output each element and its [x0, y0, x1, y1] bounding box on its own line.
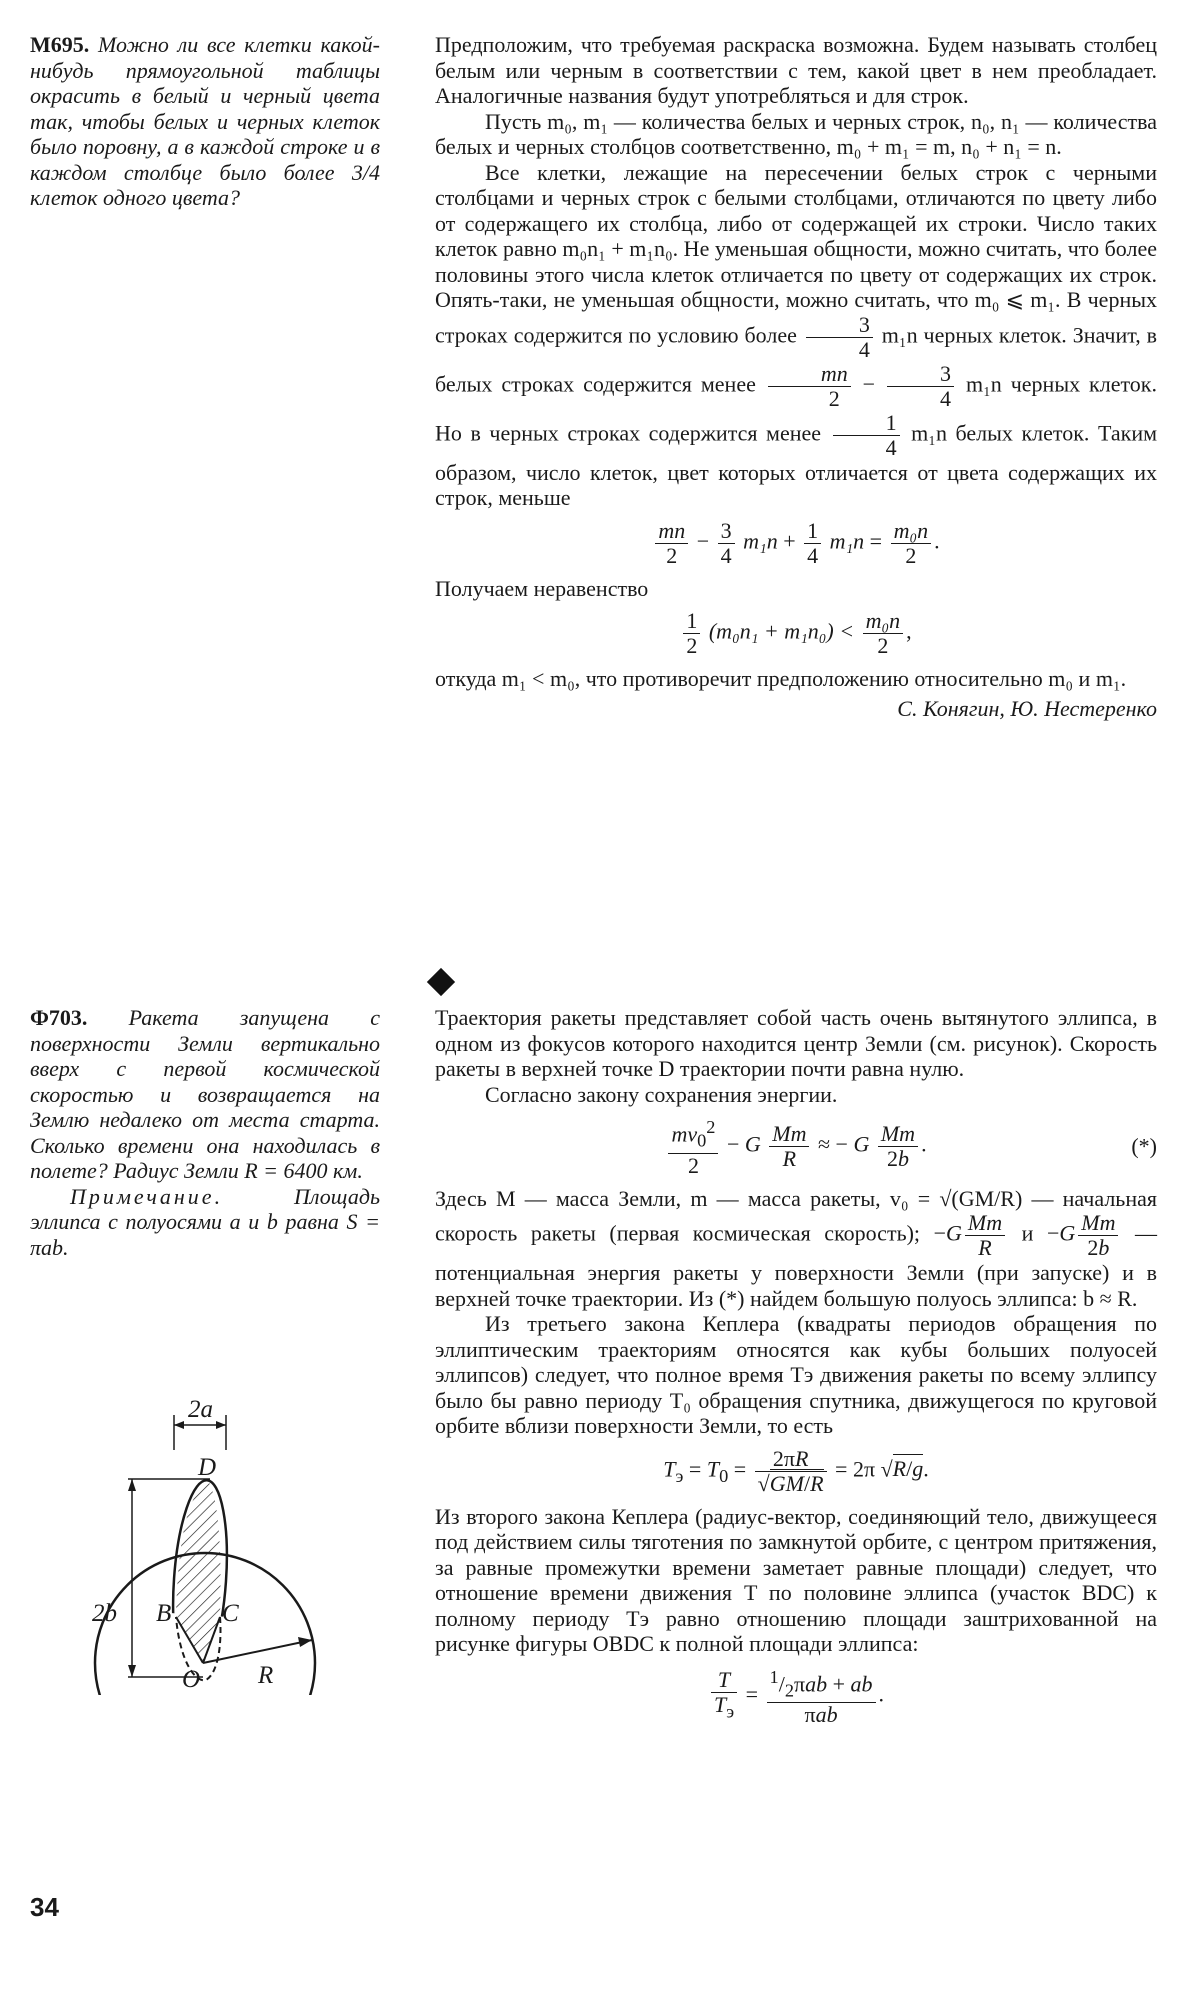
problem-f703-text: Ракета запущена с поверхности Земли вертикально вверх с первой космической скоростью и возвращается на Землю недалеко от места старта. Сколько времени она находилась в полете? Радиус Земли R = 6400 км. — [30, 1005, 381, 1183]
solution-m695-p3c: m₁n черных клеток. Но в черных строках содержится менее — [435, 371, 1157, 446]
equation-period: $T_э = T_0$ = $\frac{2\pi R}{√GM/R}$ = 2π √R/g. — [663, 1445, 929, 1496]
frac-1-4: $\frac{1}{4}$ — [833, 411, 900, 460]
solution-f703-p4: Из третьего закона Кеплера (квадраты периодов обращения по эллиптическим траекториям относятся как кубы больших полуосей эллипсов) следует, что полное время Tэ движения ракеты по всему эллипсу было бы равно периоду T₀ обращения спутника, движущегося по круговой орбите вблизи поверхности Земли, то есть — [435, 1311, 1157, 1439]
solution-m695-p3a: Все клетки, лежащие на пересечении белых строк с черными столбцами и черных строк с белыми столбцами, отличаются по цвету либо от содержащего их столбца, либо от содержащей их строки. Число таких клеток равно m₀n₁ + m₁n₀. Не уменьшая общности, можно считать, что более половины этого числа клеток отличается по цвету от содержащих их строк. Опять-таки, не уменьшая общности, можно считать, что m₀ ⩽ m₁. В черных строках содержится по условию более — [435, 159, 1158, 348]
solution-f703-p2: Согласно закону сохранения энергии. — [485, 1081, 838, 1107]
solution-m695-p3b: m₁n черных клеток. Значит, в белых строках содержится менее — [435, 322, 1158, 397]
equation-ratio: $\frac{T}{T_э}$ = $\frac{^1/_2\pi ab + ab}{\text{πab}}$ . — [435, 1665, 1157, 1728]
equation-2: $\frac{1}{2}$ (m₀n₁ + m₁n₀) < $\frac{\text{m₀n}}{2}$ , — [435, 609, 1157, 658]
problem-m695 — [30, 32, 380, 211]
solution-f703-p5: Из второго закона Кеплера (радиус-вектор, соединяющий тело, движущееся под действием силы тяготения по замкнутой орбите, с центром притяжения, за равные промежутки времени заметает равные площади) следует, что отношение времени движения T по половине эллипса (участок BDC) к полному периоду Tэ равно отношению площади заштрихованной на рисунке фигуры OBDC к полной площади эллипса: — [435, 1503, 1157, 1657]
solution-m695 — [435, 32, 1157, 721]
solution-m695-p4: Получаем неравенство — [435, 575, 649, 601]
problem-f703-label: Ф703. — [30, 1005, 88, 1030]
ellipse-figure — [60, 1395, 330, 1695]
problem-m695-text: Можно ли все клетки какой-нибудь прямоугольной таблицы окрасить в белый и черный цвета так, чтобы белых и черных клеток было поровну, а в каждой строке и в каждом столбце было более 3/4 клеток одного цвета? — [30, 32, 380, 210]
problem-f703-note: Примечание. Площадь эллипса с полуосями a и b равна S = πab. — [30, 1183, 380, 1260]
solution-m695-p5: откуда m₁ < m₀, что противоречит предположению относительно m₀ и m₁. — [435, 666, 1127, 691]
frac-3-4-b: $\frac{3}{4}$ — [887, 362, 954, 411]
label-B: B — [156, 1600, 172, 1627]
solution-f703-p3b: — потенциальная энергия ракеты у поверхности Земли (при запуске) и в верхней точке траектории. Из (*) найдем большую полуось эллипса: b ≈ R. — [435, 1220, 1158, 1311]
solution-f703 — [435, 1005, 1157, 1735]
label-2b: 2b — [92, 1600, 117, 1627]
solution-f703-p3a: Здесь M — масса Земли, m — масса ракеты, v₀ = √(GM/R) — начальная скорость ракеты (первая космическая скорость); — [435, 1185, 1157, 1246]
signature: С. Конягин, Ю. Нестеренко — [897, 695, 1157, 721]
problem-m695-label: М695. — [30, 32, 90, 57]
solution-m695-p3: Все клетки, лежащие на пересечении белых строк с черными столбцами и черных строк с белыми столбцами, отличаются по цвету либо от содержащего их столбца, либо от содержащей их строки. Число таких клеток равно m₀n₁ + m₁n₀. Не уменьшая общности, можно считать, что более половины этого числа клеток отличается по цвету от содержащих их строк. Опять-таки, не уменьшая общности, можно считать, что m₀ ⩽ m₁. В черных строках содержится по условию более $\frac{3}{4}$ m₁n черных клеток. Значит, в белых строках содержится менее $\frac{mn}{2}$ − $\frac{3}{4}$ m₁n черных клеток. Но в черных строках содержится менее $\frac{1}{4}$ m₁n белых клеток. Таким образом, число клеток, цвет которых отличается от цвета содержащих их строк, меньше — [435, 159, 1158, 510]
section-diamond-icon — [427, 968, 455, 996]
equation-star: $\frac{mv_0^2}{2}$ − G $\frac{Mm}{R}$ ≈ − G $\frac{Mm}{2b}$ . (*) — [435, 1115, 1157, 1178]
label-C: C — [222, 1600, 239, 1627]
frac-3-4-a: $\frac{3}{4}$ — [806, 313, 873, 362]
problem-f703 — [30, 1005, 380, 1260]
label-R: R — [258, 1662, 274, 1689]
page-number: 34 — [30, 1892, 59, 1922]
equation-1: $\frac{mn}{2}$ − $\frac{3}{4}$ m₁n + $\frac{1}{4}$ m₁n = $\frac{\text{m₀n}}{2}$ . — [435, 519, 1157, 568]
label-D: D — [198, 1454, 217, 1481]
equation-star-number: (*) — [1131, 1133, 1157, 1159]
solution-f703-p1: Траектория ракеты представляет собой часть очень вытянутого эллипса, в одном из фокусов которого находится центр Земли (см. рисунок). Скорость ракеты в верхней точке D траектории почти равна нулю. — [435, 1005, 1157, 1081]
label-2a: 2a — [188, 1396, 213, 1423]
solution-f703-p3: Здесь M — масса Земли, m — масса ракеты, v₀ = √(GM/R) — начальная скорость ракеты (первая космическая скорость); −G $\frac{Mm}{R}$ и −G $\frac{Mm}{2b}$ — потенциальная энергия ракеты у поверхности Земли (при запуске) и в верхней точке траектории. Из (*) найдем большую полуось эллипса: b ≈ R. — [435, 1185, 1158, 1311]
solution-m695-p3d: m₁n белых клеток. Таким образом, число клеток, цвет которых отличается от цвета содержащих их строк, меньше — [435, 420, 1158, 510]
frac-mn-2: $\frac{mn}{2}$ — [768, 362, 851, 411]
solution-m695-p2: Пусть m₀, m₁ — количества белых и черных строк, n₀, n₁ — количества белых и черных столбцов соответственно, m₀ + m₁ = m, n₀ + n₁ = n. — [435, 108, 1157, 159]
label-O: O — [182, 1666, 201, 1693]
solution-m695-p1: Предположим, что требуемая раскраска возможна. Будем называть столбец белым или черным в соответствии с тем, какой цвет в нем преобладает. Аналогичные названия будут употребляться и для строк. — [435, 32, 1157, 108]
